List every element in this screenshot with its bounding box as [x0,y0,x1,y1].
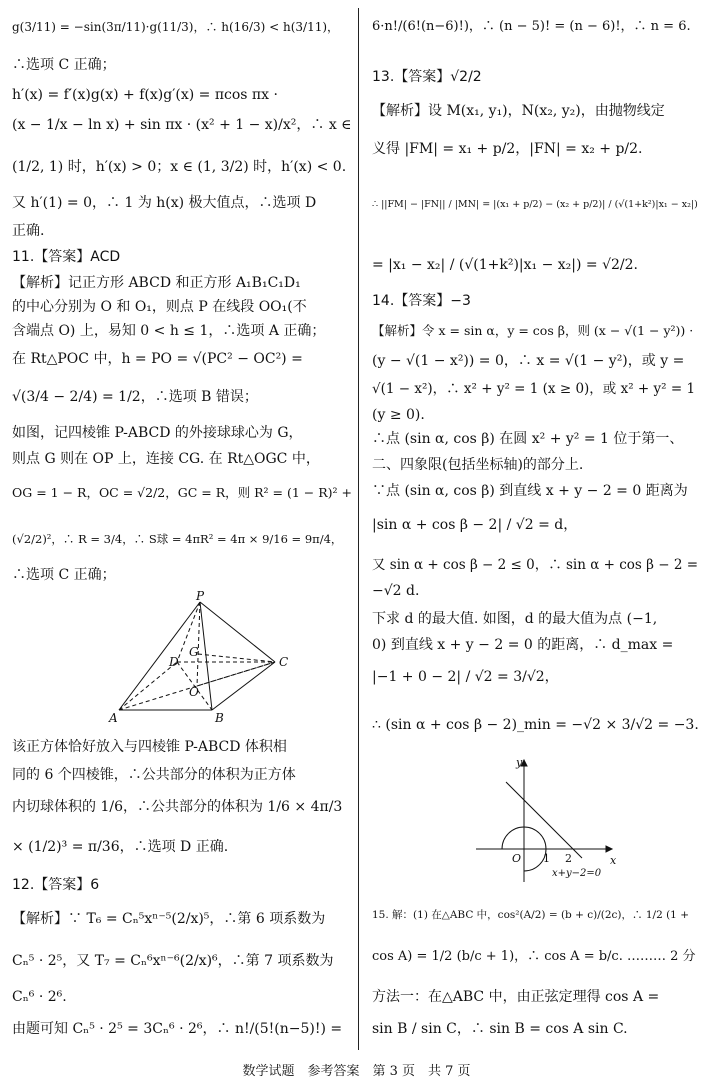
text-line: 如图，记四棱锥 P-ABCD 的外接球球心为 G， [12,425,303,441]
text-line: 含端点 O) 上，易知 0 < h ≤ 1，∴选项 A 正确； [12,323,326,339]
label-B: B [215,711,224,725]
text-line: ∴ (sin α + cos β − 2)_min = −√2 × 3/√2 = −3. [372,717,699,733]
text-line: 0) 到直线 x + y − 2 = 0 的距离，∴ d_max = [372,637,674,653]
text-line: 【解析】设 M(x₁, y₁)，N(x₂, y₂)，由抛物线定 [372,103,665,119]
text-line: Cₙ⁵ · 2⁵，又 T₇ = Cₙ⁶xⁿ⁻⁶(2/x)⁶，∴第 7 项系数为 [12,953,334,969]
page-footer: 数学试题 参考答案 第 3 页 共 7 页 [242,1064,471,1079]
tick-1: 1 [543,852,550,865]
tick-2: 2 [565,852,572,865]
text-line: cos A) = 1/2 (b/c + 1)，∴ cos A = b/c. ……… 2 分 [372,949,696,964]
text-line: × (1/2)³ = π/36，∴选项 D 正确. [12,839,229,855]
text-line: 方法一：在△ABC 中，由正弦定理得 cos A = [372,989,660,1005]
answer-13: 13.【答案】√2/2 [372,69,482,85]
text-line: 二、四象限(包括坐标轴)的部分上. [372,457,584,473]
text-line: (y ≥ 0). [372,407,425,423]
label-C: C [279,655,289,669]
text-line: 在 Rt△POC 中，h = PO = √(PC² − OC²) = [12,351,303,367]
text-line: √(1 − x²)，∴ x² + y² = 1 (x ≥ 0)，或 x² + y² = 1 [372,381,696,397]
text-line: 【解析】令 x = sin α，y = cos β，则 (x − √(1 − y²)) · [372,323,694,338]
text-line: 【解析】∵ T₆ = Cₙ⁵xⁿ⁻⁵(2/x)⁵，∴第 6 项系数为 [12,911,326,927]
label-D: D [169,655,179,669]
pyramid-figure [107,590,307,725]
text-line: 则点 G 则在 OP 上，连接 CG. 在 Rt△OGC 中， [12,451,320,467]
text-line: g(3/11) = −sin(3π/11)·g(11/3)，∴ h(16/3) < h(3/11)， [12,20,340,34]
text-line: −√2 d. [372,583,420,599]
text-line: 下求 d 的最大值. 如图，d 的最大值为点 (−1, [372,611,658,627]
line-label: x+y−2=0 [552,868,602,879]
origin-label: O [512,852,522,865]
text-line: h′(x) = f′(x)g(x) + f(x)g′(x) = πcos πx · [12,87,278,103]
label-O: O [189,685,199,699]
text-line: 15. 解：(1) 在△ABC 中，cos²(A/2) = (b + c)/(2c)，∴ 1/2 (1 + [372,909,689,921]
text-line: = |x₁ − x₂| / (√(1+k²)|x₁ − x₂|) = √2/2. [372,257,638,273]
text-line: ∴选项 C 正确； [12,57,116,73]
text-line: ∴选项 C 正确； [12,567,116,583]
text-line: 由题可知 Cₙ⁵ · 2⁵ = 3Cₙ⁶ · 2⁶，∴ n!/(5!(n−5)!) = [12,1021,343,1037]
text-line: 同的 6 个四棱锥，∴公共部分的体积为正方体 [12,767,296,783]
text-line: (y − √(1 − x²)) = 0，∴ x = √(1 − y²)，或 y = [372,353,685,369]
answer-12: 12.【答案】6 [12,877,100,893]
text-line: ∴点 (sin α, cos β) 在圆 x² + y² = 1 位于第一、 [372,431,684,447]
text-line: (x − 1/x − ln x) + sin πx · (x² + 1 − x)/x²，∴ x ∈ [12,117,352,133]
text-line: Cₙ⁶ · 2⁶. [12,989,67,1005]
text-line: 内切球体积的 1/6，∴公共部分的体积为 1/6 × 4π/3 [12,799,343,815]
text-line: |sin α + cos β − 2| / √2 = d， [372,517,578,533]
text-line: sin B / sin C，∴ sin B = cos A sin C. [372,1021,628,1037]
text-line: 【解析】记正方形 ABCD 和正方形 A₁B₁C₁D₁ [12,275,301,291]
text-line: 正确. [12,223,45,239]
column-divider [358,8,359,1050]
text-line: ∵点 (sin α, cos β) 到直线 x + y − 2 = 0 距离为 [372,483,688,499]
axis-y-label: y [516,756,523,769]
text-line: (√2/2)²，∴ R = 3/4，∴ S球 = 4πR² = 4π × 9/16 = 9π/4， [12,532,343,546]
answer-11: 11.【答案】ACD [12,249,121,265]
text-line: ∴ ||FM| − |FN|| / |MN| = |(x₁ + p/2) − (x₂ + p/2)| / (√(1+k²)|x₁ − x₂|) [372,199,698,210]
text-line: 又 sin α + cos β − 2 ≤ 0，∴ sin α + cos β − 2 = [372,557,699,573]
text-line: 该正方体恰好放入与四棱锥 P-ABCD 体积相 [12,739,287,755]
circle-line-graph [472,752,622,887]
label-P: P [196,590,205,603]
text-line: 6·n!/(6!(n−6)!)，∴ (n − 5)! = (n − 6)!，∴ n = 6. [372,19,691,34]
text-line: √(3/4 − 2/4) = 1/2，∴选项 B 错误； [12,389,258,405]
text-line: 又 h′(1) = 0，∴ 1 为 h(x) 极大值点，∴选项 D [12,195,317,211]
answer-14: 14.【答案】−3 [372,293,471,309]
text-line: |−1 + 0 − 2| / √2 = 3/√2， [372,669,559,685]
text-line: (1/2, 1) 时，h′(x) > 0；x ∈ (1, 3/2) 时，h′(x) < 0. [12,159,347,175]
axis-x-label: x [610,854,617,867]
text-line: 义得 |FM| = x₁ + p/2，|FN| = x₂ + p/2. [372,141,643,157]
label-G: G [189,645,199,659]
text-line: 的中心分别为 O 和 O₁，则点 P 在线段 OO₁(不 [12,299,307,315]
text-line: OG = 1 − R，OC = √2/2，GC = R，则 R² = (1 − R)² + [12,485,352,500]
label-A: A [109,711,118,725]
